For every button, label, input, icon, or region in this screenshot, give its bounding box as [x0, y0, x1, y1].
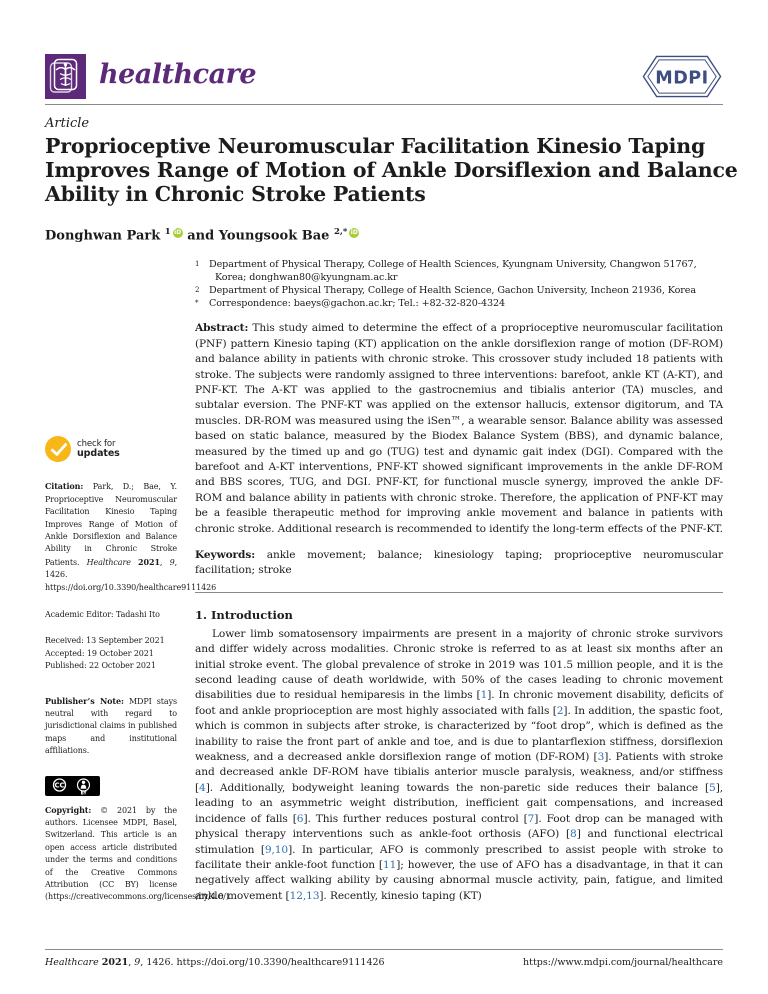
- affiliations: [195, 258, 723, 310]
- keywords-divider: [195, 592, 723, 593]
- citation-label: Citation:: [45, 481, 84, 492]
- page-footer: [45, 949, 723, 968]
- article-history: [45, 635, 177, 672]
- author-line: [45, 227, 723, 243]
- intro-paragraph: Lower limb somatosensory impairments are present in a majority of chronic stroke survivors and differ widely across modalities. Chronic stroke is referred to as at least six months after an initial stroke event. The global prevalence of stroke in 2019 was 101.5 million people, and it is the second leading cause of death worldwide, with 50% of the cases leading to chronic movement disabilities due to residual hemiparesis in the limbs [1]. In chronic movement disability, deficits of foot and ankle proprioception are most highly associated with falls [2]. In addition, the spastic foot, which is common in subjects after stroke, is characterized by “foot drop”, which is defined as the inability to raise the front part of ankle and toe, and is due to plantarflexion stiffness, dorsiflexion weakness, and a decreased ankle dorsiflexion range of motion (DF-ROM) [3]. Patients with stroke and decreased ankle DF-ROM have tibialis anterior muscle paralysis, weakness, and/or stiffness [4]. Additionally, bodyweight leaning towards the non-paretic side reduces their balance [5], leading to an asymmetric weight distribution, inefficient gait compensations, and increased incidence of falls [6]. This further reduces postural control [7]. Foot drop can be managed with physical therapy interventions such as ankle-foot orthosis (AFO) [8] and functional electrical stimulation [9,10]. In particular, AFO is commonly prescribed to assist people with stroke to facilitate their ankle-foot function [11]; however, the use of AFO has a disadvantage, in that it can negatively affect walking ability by causing abnormal muscle activity, pain, fatigue, and limited ankle movement [12,13]. Recently, kinesio taping (KT): [195, 627, 724, 902]
- article-title: [45, 134, 738, 206]
- citation-ref[interactable]: 4: [199, 781, 206, 794]
- main-column: [195, 258, 723, 904]
- footer-journal-url[interactable]: https://www.mdpi.com/journal/healthcare: [523, 957, 723, 968]
- copyright-label: Copyright:: [45, 804, 92, 815]
- journal-header: [45, 0, 723, 99]
- journal-name: healthcare: [99, 59, 256, 90]
- citation-ref[interactable]: 8: [570, 828, 577, 841]
- citation-ref[interactable]: 3: [597, 751, 605, 764]
- published-date: Published: 22 October 2021: [45, 661, 156, 671]
- by-icon-text: BY: [80, 790, 87, 796]
- cc-icon-text: CC: [54, 781, 65, 790]
- affiliation-2-marker: 2: [195, 286, 200, 295]
- title-line-2: Improves Range of Motion of Ankle Dorsiflexion and Balance: [45, 158, 738, 182]
- footer-citation: [45, 957, 385, 968]
- citation-ref[interactable]: 2: [556, 704, 564, 717]
- publishers-note-label: Publisher’s Note:: [45, 695, 124, 706]
- copyright-text: © 2021 by the authors. Licensee MDPI, Basel, Switzerland. This article is an open access article distributed under the terms and conditions of the Creative Commons Attribution (CC BY) license (https://creativecommons.org/licenses/by/4.0/).: [45, 805, 232, 902]
- check-badge-label: [77, 440, 120, 459]
- footer-volume: 9: [134, 957, 141, 968]
- title-line-3: Ability in Chronic Stroke Patients: [45, 182, 426, 206]
- healthcare-journal-icon: [45, 54, 86, 99]
- mdpi-logo-text: MDPI: [655, 68, 709, 89]
- footer-doi-link[interactable]: , 1426. https://doi.org/10.3390/healthcare9111426: [140, 957, 385, 968]
- citation-block: [45, 480, 217, 594]
- orcid-icon[interactable]: iD: [350, 229, 358, 236]
- citation-ref[interactable]: 1: [480, 689, 488, 702]
- check-badge-line2: updates: [77, 448, 120, 460]
- affiliation-2: [195, 284, 723, 297]
- citation-ref[interactable]: 6: [296, 812, 304, 825]
- affiliation-2-text: Department of Physical Therapy, College of Health Science, Gachon University, Incheon 21936, Korea: [209, 285, 696, 297]
- author-1-affiliation-sup: 1: [164, 227, 171, 237]
- abstract-label: Abstract:: [195, 322, 249, 335]
- author-2-affiliation-sup: 2,*: [333, 227, 348, 237]
- affiliation-1-text: Department of Physical Therapy, College of Health Sciences, Kyungnam University, Changwon 51767, Korea; donghwan80@kyungnam.ac.kr: [209, 259, 697, 284]
- citation-text: Park, D.; Bae, Y. Proprioceptive Neuromuscular Facilitation Kinesio Taping Improves Range of Motion of Ankle Dorsiflexion and Balance Ability in Chronic Stroke Patients.: [45, 482, 177, 567]
- checkmark-icon: [45, 436, 71, 462]
- affiliation-1-marker: 1: [195, 260, 200, 269]
- citation-separator: ,: [159, 557, 170, 567]
- citation-ref[interactable]: 5: [709, 781, 716, 794]
- author-2: Youngsook Bae: [218, 228, 330, 244]
- citation-ref[interactable]: 12,13: [289, 889, 320, 902]
- keywords: [195, 548, 723, 579]
- publishers-note: [45, 695, 177, 758]
- accepted-date: Accepted: 19 October 2021: [45, 648, 154, 658]
- correspondence-text: Correspondence: baeys@gachon.ac.kr; Tel.: +82-32-820-4324: [209, 298, 505, 310]
- abstract-text: This study aimed to determine the effect of a proprioceptive neuromuscular facilitation (PNF) pattern Kinesio taping (KT) application on the ankle dorsiflexion range of motion (DF-ROM) and balance ability in patients with chronic stroke. This crossover study included 18 patients with stroke. The subjects were randomly assigned to three interventions: barefoot, ankle KT (A-KT), and PNF-KT. The A-KT was applied to the gastrocnemius and tibialis anterior (TA) muscles, and subtalar eversion. The PNF-KT was applied on the extensor hallucis, extensor digitorum, and TA muscles. DR-ROM was measured using the iSen™, a wearable sensor. Balance ability was assessed based on static balance, measured by the Biodex Balance System (BBS), and dynamic balance, measured by the timed up and go (TUG) test and dynamic gait index (DGI). Compared with the barefoot and A-KT interventions, PNF-KT showed significant improvements in the ankle DF-ROM and BBS scores, TUG, and DGI. PNF-KT, for functional muscle synergy, improved the ankle DF-ROM and balance ability in patients with chronic stroke. Therefore, the application of PNF-KT may be a feasible therapeutic method for improving ankle movement and balance in patients with chronic stroke. Additional research is recommended to identify the long-term effects of the PNF-KT.: [195, 322, 723, 535]
- title-line-1: Proprioceptive Neuromuscular Facilitation Kinesio Taping: [45, 134, 706, 158]
- received-date: Received: 13 September 2021: [45, 636, 165, 646]
- citation-volume: 9: [169, 557, 175, 567]
- author-join: and: [182, 228, 219, 244]
- author-1: Donghwan Park: [45, 228, 161, 244]
- journal-brand[interactable]: [45, 54, 256, 99]
- citation-ref[interactable]: 11: [382, 858, 397, 871]
- check-for-updates-badge[interactable]: [45, 436, 177, 462]
- citation-year: 2021: [138, 556, 160, 567]
- correspondence: [195, 297, 723, 310]
- publishers-note-text: MDPI stays neutral with regard to jurisdictional claims in published maps and institutional affiliations.: [45, 696, 177, 756]
- keywords-label: Keywords:: [195, 549, 256, 562]
- citation-ref[interactable]: 9,10: [264, 843, 289, 856]
- article-type-label: Article: [45, 116, 90, 131]
- footer-separator: ,: [128, 957, 135, 968]
- abstract: [195, 321, 723, 537]
- correspondence-marker: *: [195, 299, 199, 308]
- copyright-statement: [45, 804, 232, 904]
- citation-doi[interactable]: , 1426. https://doi.org/10.3390/healthcare9111426: [45, 557, 217, 592]
- cc-by-license-icon[interactable]: [45, 776, 100, 796]
- footer-journal: Healthcare: [45, 957, 99, 968]
- footer-year: 2021: [101, 957, 129, 968]
- section-heading-introduction: 1. Introduction: [195, 607, 293, 622]
- academic-editor: Academic Editor: Tadashi Ito: [45, 609, 160, 619]
- header-divider: [45, 104, 723, 105]
- orcid-icon[interactable]: iD: [174, 229, 182, 236]
- mdpi-logo[interactable]: [641, 54, 723, 99]
- check-badge-line1: check for: [77, 438, 116, 449]
- citation-journal: Healthcare: [86, 557, 131, 567]
- keywords-text: ankle movement; balance; kinesiology taping; proprioceptive neuromuscular facilitation; stroke: [195, 549, 723, 577]
- affiliation-1: [195, 258, 723, 284]
- citation-ref[interactable]: 7: [527, 812, 535, 825]
